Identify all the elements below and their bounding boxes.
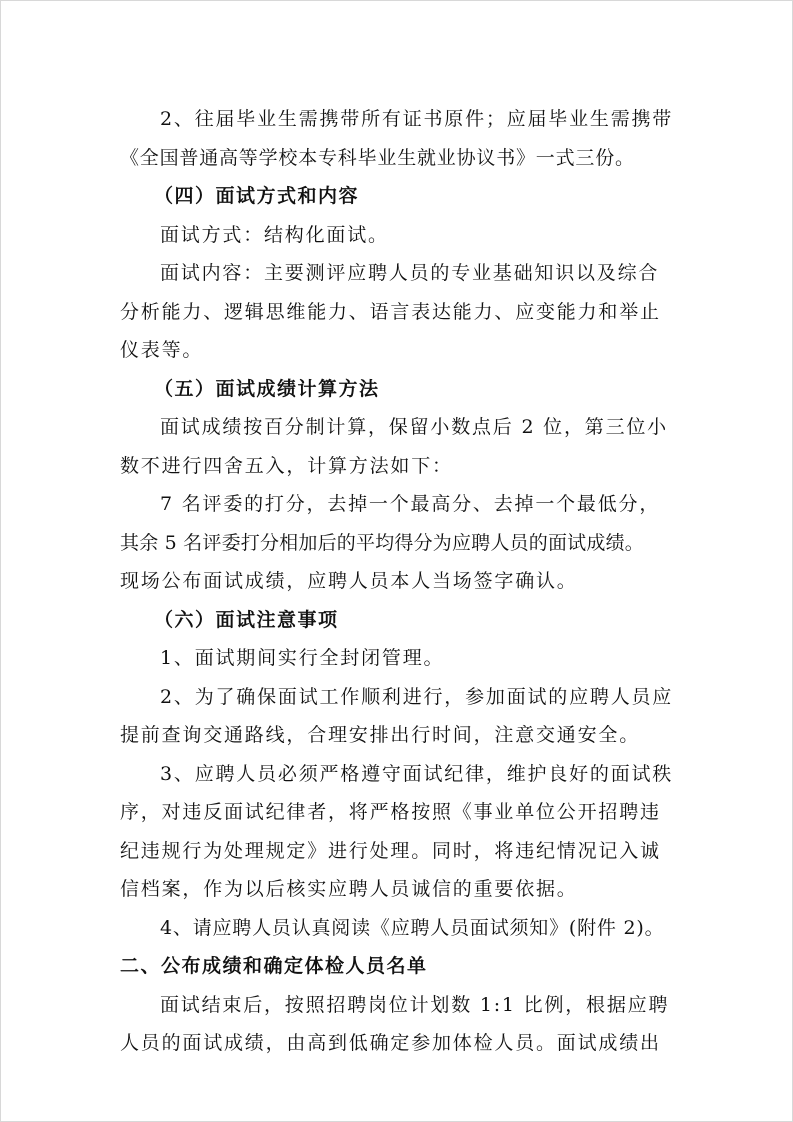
- paragraph-line: 仪表等。: [120, 339, 204, 361]
- paragraph-line: 面试内容：主要测评应聘人员的专业基础知识以及综合: [160, 262, 660, 284]
- section-heading-5: （五）面试成绩计算方法: [154, 377, 380, 400]
- section-heading-2: 二、公布成绩和确定体检人员名单: [120, 955, 428, 977]
- paragraph-line: 信档案，作为以后核实应聘人员诚信的重要依据。: [120, 878, 578, 900]
- section-heading-4: （四）面试方式和内容: [154, 185, 360, 207]
- paragraph-line: 4、请应聘人员认真阅读《应聘人员面试须知》(附件 2)。: [160, 916, 665, 939]
- paragraph-line: 分析能力、逻辑思维能力、语言表达能力、应变能力和举止: [120, 300, 661, 323]
- paragraph-line: 面试结束后，按照招聘岗位计划数 1:1 比例，根据应聘: [160, 993, 670, 1016]
- paragraph-line: 序，对违反面试纪律者，将严格按照《事业单位公开招聘违: [120, 801, 661, 823]
- paragraph-line: 现场公布面试成绩，应聘人员本人当场签字确认。: [120, 570, 578, 592]
- paragraph-line: 面试成绩按百分制计算，保留小数点后 2 位，第三位小: [160, 416, 668, 438]
- paragraph-line: 2、为了确保面试工作顺利进行，参加面试的应聘人员应: [160, 685, 674, 708]
- paragraph-line: 提前查询交通路线，合理安排出行时间，注意交通安全。: [120, 724, 641, 746]
- paragraph-line: 2、往届毕业生需携带所有证书原件；应届毕业生需携带: [160, 108, 674, 130]
- paragraph-line: 人员的面试成绩，由高到低确定参加体检人员。面试成绩出: [120, 1032, 661, 1054]
- paragraph-line: 面试方式：结构化面试。: [160, 223, 389, 246]
- section-heading-6: （六）面试注意事项: [154, 608, 339, 631]
- paragraph-line: 3、应聘人员必须严格遵守面试纪律，维护良好的面试秩: [160, 762, 674, 785]
- document-body: [120, 100, 680, 1063]
- paragraph-line: 1、面试期间实行全封闭管理。: [160, 647, 445, 669]
- paragraph-line: 数不进行四舍五入，计算方法如下：: [120, 454, 453, 477]
- paragraph-line: 其余 5 名评委打分相加后的平均得分为应聘人员的面试成绩。: [120, 531, 644, 554]
- paragraph-line: 7 名评委的打分，去掉一个最高分、去掉一个最低分，: [160, 493, 661, 515]
- paragraph-line: 纪违规行为处理规定》进行处理。同时，将违纪情况记入诚: [120, 839, 661, 862]
- paragraph-line: 《全国普通高等学校本专科毕业生就业协议书》一式三份。: [120, 146, 635, 169]
